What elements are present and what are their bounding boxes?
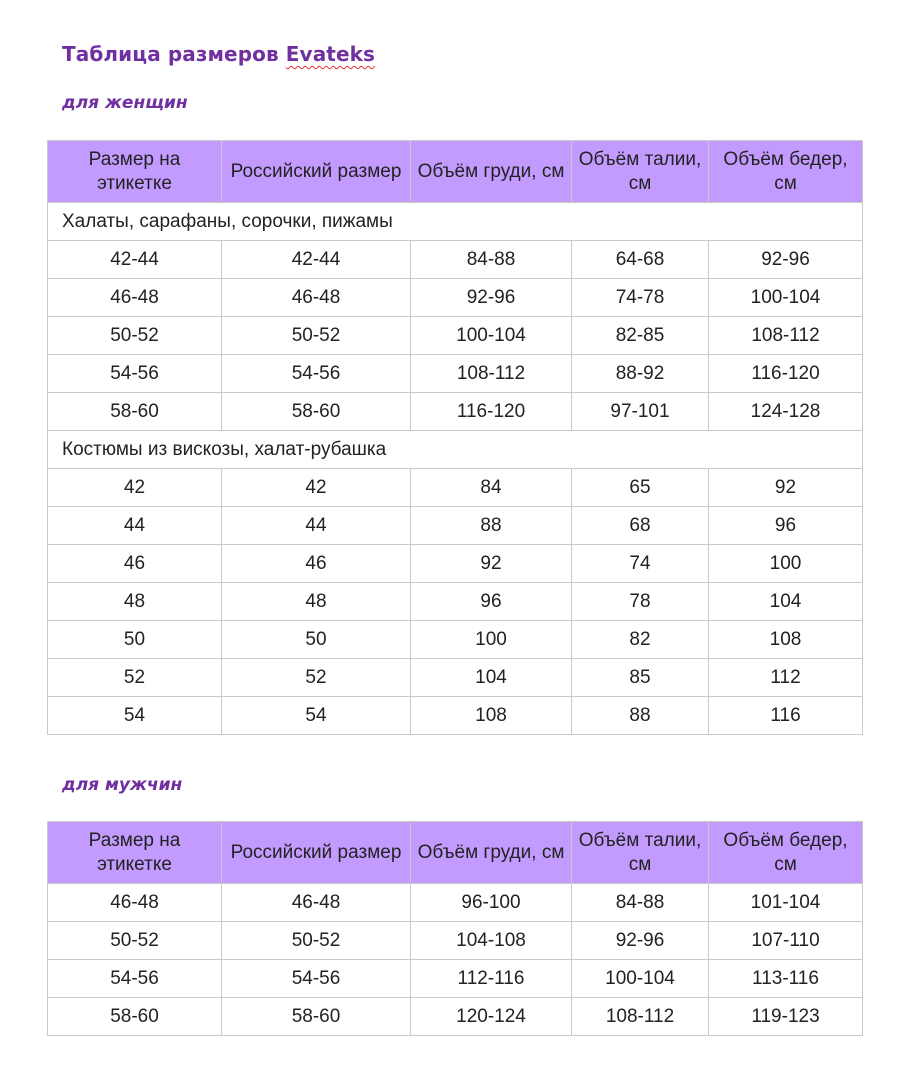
- table-cell: 58-60: [48, 998, 222, 1036]
- table-cell: 58-60: [48, 393, 222, 431]
- table-cell: 84-88: [411, 241, 572, 279]
- table-cell: 100: [411, 621, 572, 659]
- table-row: [48, 583, 863, 621]
- table-row: [48, 922, 863, 960]
- men-heading: для мужчин: [62, 775, 183, 795]
- table-cell: 78: [572, 583, 709, 621]
- table-cell: 50: [48, 621, 222, 659]
- table-cell: 96: [709, 507, 863, 545]
- table-cell: 84: [411, 469, 572, 507]
- title-brand: Evateks: [285, 42, 376, 66]
- table-cell: 113-116: [709, 960, 863, 998]
- table-row: [48, 545, 863, 583]
- table-cell: 82: [572, 621, 709, 659]
- column-header-waist: Объём талии, см: [572, 822, 709, 884]
- column-header-russian-size: Российский размер: [222, 822, 411, 884]
- table-cell: 108-112: [709, 317, 863, 355]
- table-cell: 46-48: [222, 884, 411, 922]
- table-cell: 100-104: [572, 960, 709, 998]
- column-header-bust: Объём груди, см: [411, 141, 572, 203]
- table-cell: 54-56: [48, 960, 222, 998]
- table-cell: 88-92: [572, 355, 709, 393]
- table-cell: 112-116: [411, 960, 572, 998]
- column-header-bust: Объём груди, см: [411, 822, 572, 884]
- men-size-table: [47, 821, 863, 1036]
- table-cell: 100-104: [709, 279, 863, 317]
- table-cell: 50-52: [48, 317, 222, 355]
- table-cell: 52: [48, 659, 222, 697]
- table-cell: 42: [222, 469, 411, 507]
- column-header-label-size: Размер на этикетке: [48, 822, 222, 884]
- table-cell: 58-60: [222, 393, 411, 431]
- table-cell: 92-96: [572, 922, 709, 960]
- table-cell: 120-124: [411, 998, 572, 1036]
- table-cell: 54: [222, 697, 411, 735]
- table-cell: 92: [411, 545, 572, 583]
- table-row: [48, 507, 863, 545]
- table-cell: 107-110: [709, 922, 863, 960]
- table-row: [48, 469, 863, 507]
- table-cell: 124-128: [709, 393, 863, 431]
- table-cell: 112: [709, 659, 863, 697]
- table-cell: 44: [222, 507, 411, 545]
- table-cell: 54: [48, 697, 222, 735]
- table-cell: 104: [411, 659, 572, 697]
- table-cell: 44: [48, 507, 222, 545]
- table-cell: 68: [572, 507, 709, 545]
- column-header-russian-size: Российский размер: [222, 141, 411, 203]
- table-cell: 54-56: [48, 355, 222, 393]
- table-cell: 97-101: [572, 393, 709, 431]
- table-cell: 84-88: [572, 884, 709, 922]
- table-cell: 50-52: [222, 317, 411, 355]
- page-title: [62, 42, 375, 66]
- table-cell: 88: [411, 507, 572, 545]
- table-row: [48, 279, 863, 317]
- table-cell: 50-52: [222, 922, 411, 960]
- table-cell: 42: [48, 469, 222, 507]
- column-header-waist: Объём талии, см: [572, 141, 709, 203]
- table-cell: 85: [572, 659, 709, 697]
- table-cell: 48: [48, 583, 222, 621]
- section-row: [48, 203, 863, 241]
- table-cell: 104-108: [411, 922, 572, 960]
- table-cell: 108: [411, 697, 572, 735]
- table-cell: 92-96: [709, 241, 863, 279]
- table-cell: 48: [222, 583, 411, 621]
- section-label: Халаты, сарафаны, сорочки, пижамы: [48, 203, 863, 241]
- table-cell: 58-60: [222, 998, 411, 1036]
- table-row: [48, 621, 863, 659]
- table-row: [48, 884, 863, 922]
- table-cell: 46-48: [48, 279, 222, 317]
- women-size-table: [47, 140, 863, 735]
- title-prefix: Таблица размеров: [62, 42, 279, 66]
- table-cell: 100-104: [411, 317, 572, 355]
- table-cell: 50-52: [48, 922, 222, 960]
- table-cell: 108-112: [411, 355, 572, 393]
- section-row: [48, 431, 863, 469]
- table-row: [48, 355, 863, 393]
- table-row: [48, 241, 863, 279]
- table-cell: 50: [222, 621, 411, 659]
- table-cell: 116-120: [411, 393, 572, 431]
- table-cell: 42-44: [48, 241, 222, 279]
- table-row: [48, 317, 863, 355]
- table-cell: 74-78: [572, 279, 709, 317]
- table-cell: 64-68: [572, 241, 709, 279]
- table-cell: 92: [709, 469, 863, 507]
- table-cell: 116-120: [709, 355, 863, 393]
- section-label: Костюмы из вискозы, халат-рубашка: [48, 431, 863, 469]
- column-header-hips: Объём бедер, см: [709, 141, 863, 203]
- table-row: [48, 697, 863, 735]
- table-cell: 54-56: [222, 355, 411, 393]
- table-cell: 74: [572, 545, 709, 583]
- table-cell: 104: [709, 583, 863, 621]
- table-cell: 88: [572, 697, 709, 735]
- table-cell: 108-112: [572, 998, 709, 1036]
- table-cell: 46-48: [222, 279, 411, 317]
- table-cell: 46-48: [48, 884, 222, 922]
- column-header-label-size: Размер на этикетке: [48, 141, 222, 203]
- table-row: [48, 960, 863, 998]
- table-cell: 46: [48, 545, 222, 583]
- table-row: [48, 998, 863, 1036]
- table-cell: 54-56: [222, 960, 411, 998]
- table-cell: 101-104: [709, 884, 863, 922]
- table-header-row: [48, 141, 863, 203]
- table-cell: 116: [709, 697, 863, 735]
- table-cell: 65: [572, 469, 709, 507]
- table-cell: 46: [222, 545, 411, 583]
- table-row: [48, 659, 863, 697]
- table-cell: 92-96: [411, 279, 572, 317]
- table-header-row: [48, 822, 863, 884]
- table-cell: 52: [222, 659, 411, 697]
- table-cell: 96-100: [411, 884, 572, 922]
- table-cell: 42-44: [222, 241, 411, 279]
- table-cell: 119-123: [709, 998, 863, 1036]
- table-cell: 108: [709, 621, 863, 659]
- women-heading: для женщин: [62, 93, 188, 113]
- table-row: [48, 393, 863, 431]
- column-header-hips: Объём бедер, см: [709, 822, 863, 884]
- table-cell: 100: [709, 545, 863, 583]
- table-cell: 96: [411, 583, 572, 621]
- table-cell: 82-85: [572, 317, 709, 355]
